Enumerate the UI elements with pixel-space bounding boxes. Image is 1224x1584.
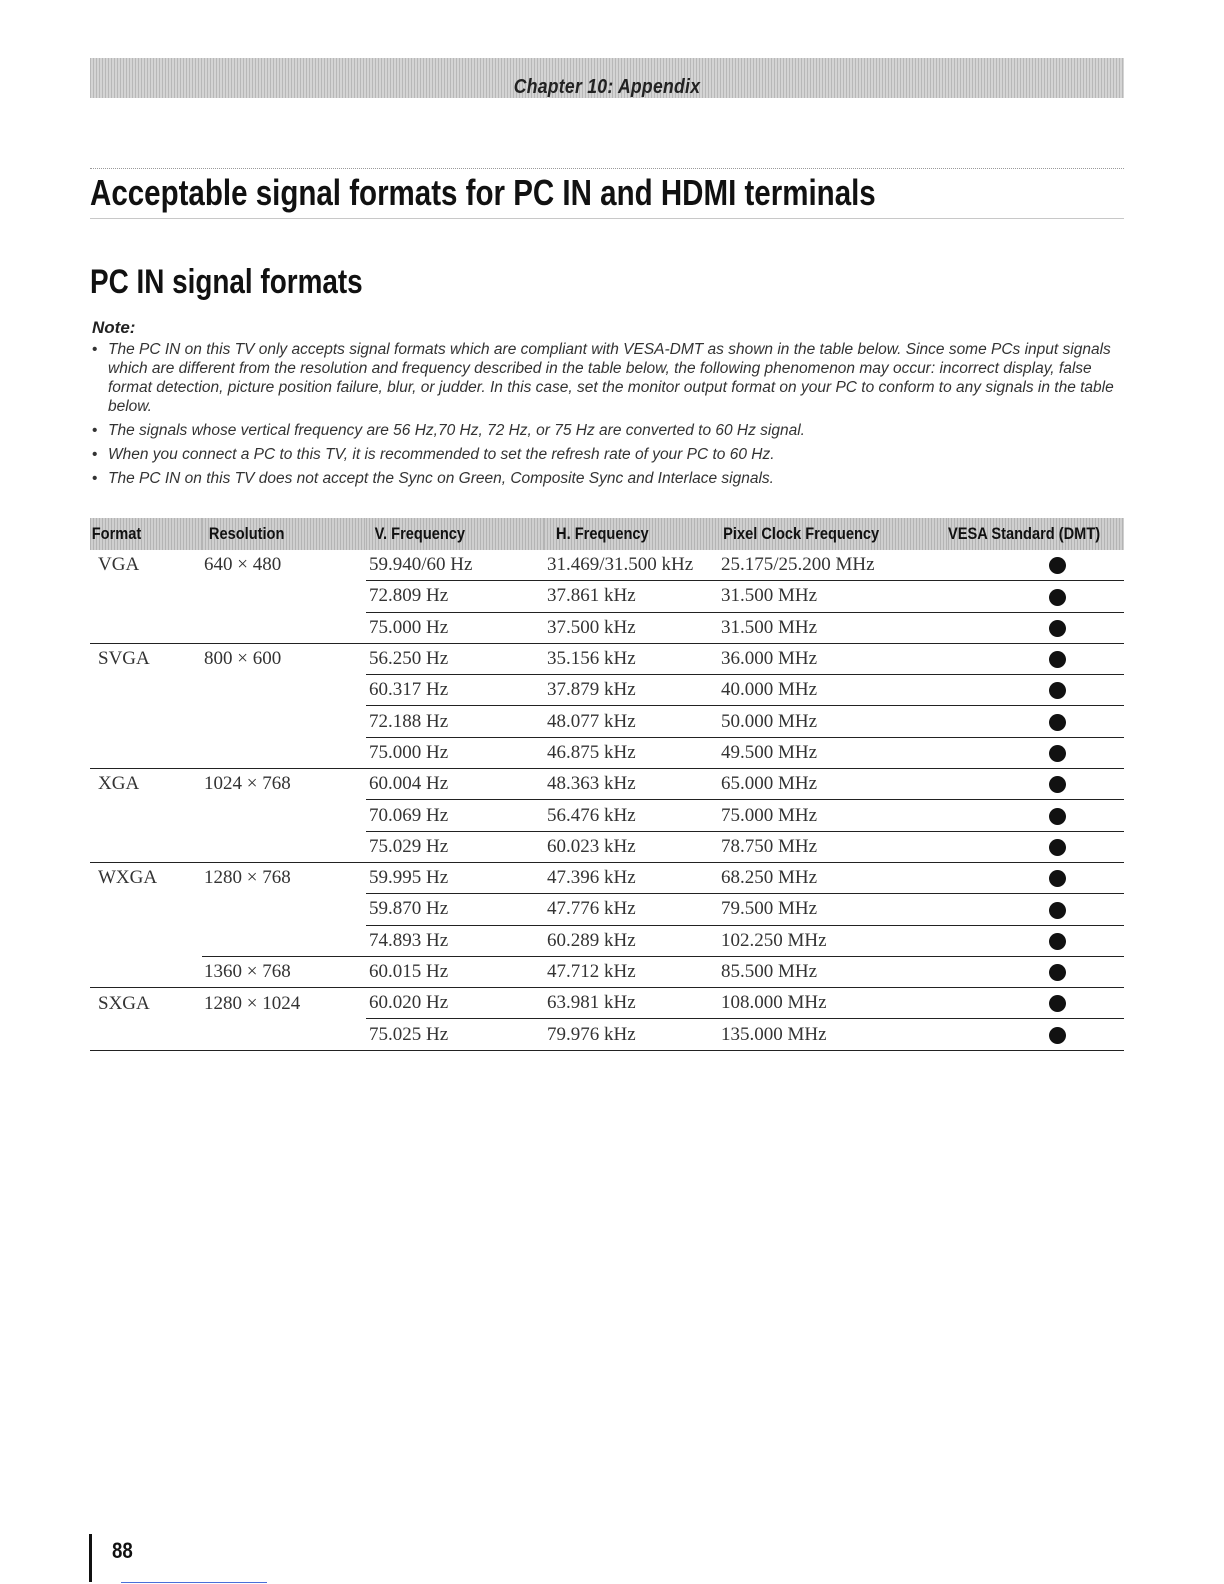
table-cell-resolution — [202, 706, 366, 737]
table-cell-format — [90, 675, 202, 706]
table-cell-resolution — [202, 831, 366, 862]
table-cell-vesa — [948, 800, 1124, 831]
table-cell-format — [90, 800, 202, 831]
table-cell-resolution: 1360 × 768 — [202, 956, 366, 987]
table-row — [90, 800, 1124, 831]
table-cell-h: 31.469/31.500 kHz — [544, 550, 718, 581]
table-cell-v: 75.025 Hz — [366, 1019, 544, 1050]
column-header-h-frequency — [544, 518, 718, 550]
table-cell-h: 48.363 kHz — [544, 769, 718, 800]
table-row — [90, 550, 1124, 581]
table-cell-vesa — [948, 737, 1124, 768]
table-cell-clock: 75.000 MHz — [718, 800, 948, 831]
table-cell-clock: 65.000 MHz — [718, 769, 948, 800]
table-cell-h: 60.023 kHz — [544, 831, 718, 862]
bullet-icon: • — [92, 446, 98, 463]
table-cell-h: 48.077 kHz — [544, 706, 718, 737]
table-cell-v: 72.188 Hz — [366, 706, 544, 737]
table-cell-resolution: 1024 × 768 — [204, 773, 291, 795]
table-cell-resolution — [202, 675, 366, 706]
table-cell-clock: 135.000 MHz — [718, 1019, 948, 1050]
table-cell-resolution — [202, 894, 366, 925]
note-item — [92, 469, 1124, 488]
table-cell-vesa — [948, 706, 1124, 737]
column-header-vesa — [948, 518, 1124, 550]
table-cell-h: 37.879 kHz — [544, 675, 718, 706]
table-cell-vesa — [948, 550, 1124, 581]
table-cell-vesa — [948, 675, 1124, 706]
table-cell-format — [90, 706, 202, 737]
table-cell-v: 74.893 Hz — [366, 925, 544, 956]
table-cell-format — [90, 956, 202, 987]
vesa-compliant-dot-icon — [1049, 620, 1066, 637]
table-row — [90, 988, 1124, 1019]
table-cell-format: VGA — [98, 554, 140, 576]
table-cell-clock: 68.250 MHz — [718, 862, 948, 893]
table-cell-resolution: 1280 × 1024 — [204, 992, 301, 1014]
table-row — [90, 894, 1124, 925]
table-cell-clock: 85.500 MHz — [718, 956, 948, 987]
table-cell-vesa — [948, 925, 1124, 956]
table-cell-v: 59.995 Hz — [366, 862, 544, 893]
table-row — [90, 1019, 1124, 1050]
table-cell-v: 59.940/60 Hz — [366, 550, 544, 581]
vesa-compliant-dot-icon — [1049, 682, 1066, 699]
bullet-icon: • — [92, 341, 98, 358]
table-cell-format — [90, 612, 202, 643]
bullet-icon: • — [92, 422, 98, 439]
table-body — [90, 550, 1124, 1050]
table-cell-h: 37.500 kHz — [544, 612, 718, 643]
bullet-icon: • — [92, 470, 98, 487]
section-title: PC IN signal formats — [90, 263, 363, 301]
note-label: Note: — [92, 318, 136, 337]
note-item — [92, 445, 1124, 464]
table-cell-h: 37.861 kHz — [544, 581, 718, 612]
table-row — [90, 862, 1124, 893]
table-cell-vesa — [948, 956, 1124, 987]
table-cell-v: 56.250 Hz — [366, 643, 544, 674]
table-cell-h: 47.776 kHz — [544, 894, 718, 925]
table-cell-resolution — [202, 925, 366, 956]
table-cell-vesa — [948, 581, 1124, 612]
table-cell-v: 60.015 Hz — [366, 956, 544, 987]
column-header-v-frequency — [366, 518, 544, 550]
table-cell-h: 60.289 kHz — [544, 925, 718, 956]
table-cell-vesa — [948, 894, 1124, 925]
table-cell-vesa — [948, 988, 1124, 1019]
table-cell-v: 75.029 Hz — [366, 831, 544, 862]
table-cell-vesa — [948, 612, 1124, 643]
chapter-title: Chapter 10: Appendix — [513, 75, 701, 98]
table-cell-v: 70.069 Hz — [366, 800, 544, 831]
table-cell-format — [90, 831, 202, 862]
table-cell-h: 35.156 kHz — [544, 643, 718, 674]
table-cell-format — [90, 737, 202, 768]
table-cell-h: 46.875 kHz — [544, 737, 718, 768]
table-cell-h: 79.976 kHz — [544, 1019, 718, 1050]
column-header-resolution — [202, 518, 366, 550]
table-cell-v: 60.020 Hz — [366, 988, 544, 1019]
table-cell-h: 47.396 kHz — [544, 862, 718, 893]
table-cell-resolution — [202, 800, 366, 831]
table-cell-format: SXGA — [98, 992, 150, 1014]
table-cell-v: 72.809 Hz — [366, 581, 544, 612]
table-row — [90, 769, 1124, 800]
table-row — [90, 956, 1124, 987]
table-cell-resolution: 1280 × 768 — [204, 867, 291, 889]
table-cell-h: 63.981 kHz — [544, 988, 718, 1019]
table-cell-v: 59.870 Hz — [366, 894, 544, 925]
table-row — [90, 675, 1124, 706]
column-header-format — [90, 518, 202, 550]
table-row — [90, 581, 1124, 612]
column-header-pixel-clock — [718, 518, 948, 550]
table-cell-vesa — [948, 831, 1124, 862]
table-cell-vesa — [948, 862, 1124, 893]
table-cell-h: 47.712 kHz — [544, 956, 718, 987]
vesa-compliant-dot-icon — [1049, 557, 1066, 574]
table-cell-clock: 79.500 MHz — [718, 894, 948, 925]
table-cell-clock: 36.000 MHz — [718, 643, 948, 674]
table-cell-format: XGA — [98, 773, 140, 795]
table-cell-resolution — [202, 1019, 366, 1050]
column-header-label: Resolution — [208, 524, 285, 543]
table-row — [90, 706, 1124, 737]
note-list — [92, 340, 1124, 493]
column-header-label: V. Frequency — [374, 524, 466, 543]
page-number: 88 — [112, 1538, 133, 1563]
vesa-compliant-dot-icon — [1049, 714, 1066, 731]
table-cell-vesa — [948, 1019, 1124, 1050]
table-row — [90, 737, 1124, 768]
table-cell-v: 60.317 Hz — [366, 675, 544, 706]
column-header-label: Pixel Clock Frequency — [723, 524, 880, 543]
table-cell-format: WXGA — [98, 867, 158, 889]
table-cell-resolution: 800 × 600 — [204, 648, 282, 670]
table-cell-resolution — [202, 612, 366, 643]
table-cell-v: 75.000 Hz — [366, 737, 544, 768]
vesa-compliant-dot-icon — [1049, 745, 1066, 762]
title-top-rule — [90, 168, 1124, 169]
table-cell-clock: 40.000 MHz — [718, 675, 948, 706]
note-text: The PC IN on this TV does not accept the Sync on Green, Composite Sync and Interlace signals. — [108, 470, 774, 487]
table-cell-format — [90, 894, 202, 925]
vesa-compliant-dot-icon — [1049, 651, 1066, 668]
page-number-bar — [89, 1534, 92, 1582]
vesa-compliant-dot-icon — [1049, 839, 1066, 856]
page-title: Acceptable signal formats for PC IN and HDMI terminals — [90, 172, 876, 213]
table-cell-clock: 49.500 MHz — [718, 737, 948, 768]
footer-blue-line — [121, 1582, 267, 1583]
table-cell-vesa — [948, 643, 1124, 674]
table-cell-resolution — [202, 581, 366, 612]
table-cell-clock: 31.500 MHz — [718, 581, 948, 612]
table-cell-clock: 78.750 MHz — [718, 831, 948, 862]
column-header-label: Format — [91, 524, 142, 543]
table-cell-format: SVGA — [98, 648, 150, 670]
vesa-compliant-dot-icon — [1049, 902, 1066, 919]
table-cell-format — [90, 581, 202, 612]
signal-format-table — [90, 518, 1124, 1051]
vesa-compliant-dot-icon — [1049, 808, 1066, 825]
note-text: The PC IN on this TV only accepts signal formats which are compliant with VESA-DMT as shown in the table below. Since some PCs input signals which are different from the resolution and frequency described in the table below, the following phenomenon may occur: incorrect display, false format detection, picture position failure, blur, or judder. In this case, set the monitor output format on your PC to conform to any signals in the table below. — [108, 341, 1114, 415]
title-bottom-rule — [90, 218, 1124, 219]
table-cell-clock: 31.500 MHz — [718, 612, 948, 643]
note-text: The signals whose vertical frequency are 56 Hz,70 Hz, 72 Hz, or 75 Hz are converted to 60 Hz signal. — [108, 422, 805, 439]
note-item — [92, 421, 1124, 440]
table-cell-clock: 25.175/25.200 MHz — [718, 550, 948, 581]
table-cell-resolution: 640 × 480 — [204, 554, 282, 576]
note-item — [92, 340, 1124, 416]
vesa-compliant-dot-icon — [1049, 776, 1066, 793]
vesa-compliant-dot-icon — [1049, 589, 1066, 606]
note-text: When you connect a PC to this TV, it is recommended to set the refresh rate of your PC to 60 Hz. — [108, 446, 775, 463]
table-row — [90, 831, 1124, 862]
column-header-label: VESA Standard (DMT) — [948, 524, 1101, 543]
table-row — [90, 925, 1124, 956]
table-cell-clock: 108.000 MHz — [718, 988, 948, 1019]
table-header-row — [90, 518, 1124, 550]
table-cell-clock: 102.250 MHz — [718, 925, 948, 956]
vesa-compliant-dot-icon — [1049, 870, 1066, 887]
chapter-header-band — [90, 58, 1124, 98]
table-cell-v: 60.004 Hz — [366, 769, 544, 800]
table-row — [90, 612, 1124, 643]
table-cell-format — [90, 1019, 202, 1050]
signal-format-table-wrap — [90, 518, 1124, 1051]
vesa-compliant-dot-icon — [1049, 964, 1066, 981]
table-cell-format — [90, 925, 202, 956]
table-cell-v: 75.000 Hz — [366, 612, 544, 643]
table-cell-h: 56.476 kHz — [544, 800, 718, 831]
vesa-compliant-dot-icon — [1049, 933, 1066, 950]
vesa-compliant-dot-icon — [1049, 1027, 1066, 1044]
table-cell-clock: 50.000 MHz — [718, 706, 948, 737]
table-cell-resolution — [202, 737, 366, 768]
column-header-label: H. Frequency — [556, 524, 649, 543]
table-cell-vesa — [948, 769, 1124, 800]
vesa-compliant-dot-icon — [1049, 995, 1066, 1012]
table-row — [90, 643, 1124, 674]
